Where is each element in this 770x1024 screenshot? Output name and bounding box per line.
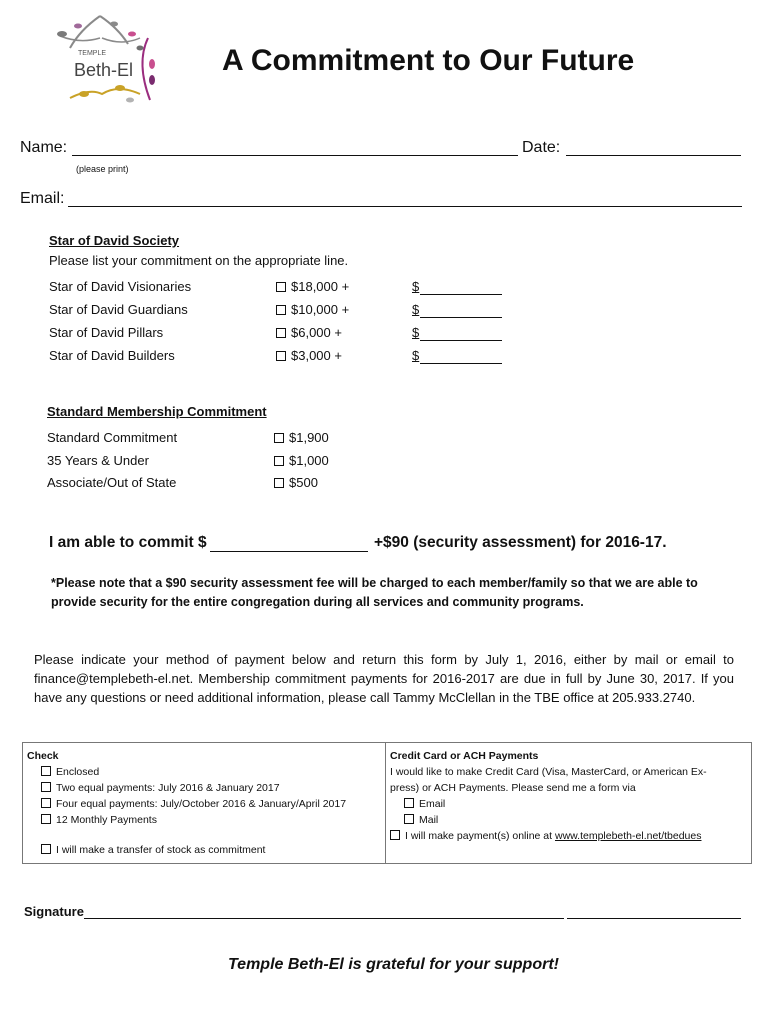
card-cell [386, 743, 752, 864]
card-option-email[interactable] [390, 796, 747, 812]
tree-logo-icon [40, 8, 160, 108]
checkbox-icon [276, 305, 286, 315]
std-row-label: 35 Years & Under [47, 453, 149, 468]
std-amount: $1,900 [289, 430, 329, 445]
logo-name-text: Beth-El [74, 60, 134, 80]
sod-amount: $3,000 + [291, 348, 342, 363]
star-of-david-heading: Star of David Society [49, 233, 180, 248]
payment-instructions: Please indicate your method of payment below and return this form by July 1, 2016, either by mail or email to finance@templebeth-el.net. Membership commitment payments for 2016-2017 are due in full by June 30, 2017. If you have any questions or need additional information, please call Tammy McClellan in the TBE office at 205.933.2740. [34, 652, 734, 705]
date-field[interactable] [566, 155, 741, 156]
dues-link[interactable]: www.templebeth-el.net/tbedues [554, 830, 702, 842]
amount-line [420, 363, 502, 364]
checkbox-icon [41, 766, 51, 776]
payment-options-table [22, 742, 752, 864]
name-hint: (please print) [76, 164, 129, 174]
checkbox-icon [41, 844, 51, 854]
signature-field[interactable] [84, 918, 564, 919]
std-checkbox[interactable] [274, 430, 329, 445]
checkbox-icon [404, 798, 414, 808]
checkbox-icon [41, 782, 51, 792]
sod-row-label: Star of David Guardians [49, 302, 188, 317]
sod-checkbox[interactable] [276, 279, 349, 294]
checkbox-icon [404, 814, 414, 824]
check-option-label: 12 Monthly Payments [56, 814, 157, 826]
logo-temple-text: TEMPLE [78, 50, 107, 57]
card-option-label: Email [419, 798, 446, 810]
std-amount: $500 [289, 475, 318, 490]
dollar-sign: $ [412, 348, 420, 363]
dollar-sign: $ [412, 302, 420, 317]
sod-checkbox[interactable] [276, 302, 349, 317]
checkbox-icon [274, 433, 284, 443]
std-row-label: Associate/Out of State [47, 475, 177, 490]
checkbox-icon [274, 478, 284, 488]
std-checkbox[interactable] [274, 475, 318, 490]
card-option-label: Mail [419, 814, 439, 826]
check-option[interactable] [27, 780, 381, 796]
sod-row-label: Star of David Pillars [49, 325, 164, 340]
checkbox-icon [276, 351, 286, 361]
security-note: *Please note that a $90 security assessment fee will be charged to each member/family so that we are able to provide security for the entire congregation during all services and community programs. [51, 576, 698, 609]
check-option-label: Two equal payments: July 2016 & January 2017 [56, 782, 280, 794]
sod-amount-line[interactable] [412, 279, 419, 294]
commit-prefix: I am able to commit $ [49, 534, 207, 551]
card-text-line1: I would like to make Credit Card (Visa, MasterCard, or American Ex- [390, 766, 707, 778]
checkbox-icon [390, 830, 400, 840]
card-heading: Credit Card or ACH Payments [390, 750, 539, 762]
sod-row [49, 302, 188, 317]
checkbox-icon [274, 456, 284, 466]
std-amount: $1,000 [289, 453, 329, 468]
signature-date-field[interactable] [567, 918, 741, 919]
amount-line [420, 294, 502, 295]
sod-amount-line[interactable] [412, 348, 419, 363]
sod-amount: $10,000 + [291, 302, 350, 317]
std-checkbox[interactable] [274, 453, 329, 468]
temple-logo [40, 8, 160, 108]
sod-row-label: Star of David Builders [49, 348, 175, 363]
online-option[interactable] [390, 828, 747, 844]
online-prefix: I will make payment(s) online at [405, 830, 555, 842]
commit-amount-field[interactable] [210, 551, 368, 552]
card-text-line2: press) or ACH Payments. Please send me a form via [390, 782, 636, 794]
sod-amount: $18,000 + [291, 279, 350, 294]
checkbox-icon [41, 798, 51, 808]
sod-checkbox[interactable] [276, 325, 342, 340]
dollar-sign: $ [412, 279, 420, 294]
amount-line [420, 317, 502, 318]
sod-amount-line[interactable] [412, 325, 419, 340]
stock-option[interactable] [27, 842, 381, 858]
std-row-label: Standard Commitment [47, 430, 178, 445]
signature-label: Signature [24, 904, 84, 919]
sod-amount-line[interactable] [412, 302, 419, 317]
sod-row [49, 348, 175, 363]
stock-option-label: I will make a transfer of stock as commitment [56, 844, 266, 856]
card-option-mail[interactable] [390, 812, 747, 828]
check-option[interactable] [27, 796, 381, 812]
check-option[interactable] [27, 764, 381, 780]
email-label: Email: [20, 190, 65, 207]
dollar-sign: $ [412, 325, 420, 340]
check-option[interactable] [27, 812, 381, 828]
checkbox-icon [276, 282, 286, 292]
name-field[interactable] [72, 155, 518, 156]
thank-you-message: Temple Beth-El is grateful for your support! [228, 956, 559, 973]
checkbox-icon [41, 814, 51, 824]
date-label: Date: [522, 139, 561, 156]
star-of-david-instruction: Please list your commitment on the appropriate line. [49, 253, 349, 268]
amount-line [420, 340, 502, 341]
check-option-label: Four equal payments: July/October 2016 & January/April 2017 [56, 798, 347, 810]
check-heading: Check [27, 750, 59, 762]
sod-amount: $6,000 + [291, 325, 342, 340]
check-cell [23, 743, 386, 864]
standard-heading: Standard Membership Commitment [47, 404, 267, 419]
sod-row [49, 325, 163, 340]
sod-row [49, 279, 191, 294]
checkbox-icon [276, 328, 286, 338]
name-label: Name: [20, 139, 68, 156]
sod-checkbox[interactable] [276, 348, 342, 363]
check-option-label: Enclosed [56, 766, 100, 778]
page-title: A Commitment to Our Future [222, 44, 635, 77]
email-field[interactable] [68, 206, 742, 207]
sod-row-label: Star of David Visionaries [49, 279, 192, 294]
commit-suffix: +$90 (security assessment) for 2016-17. [374, 534, 667, 551]
